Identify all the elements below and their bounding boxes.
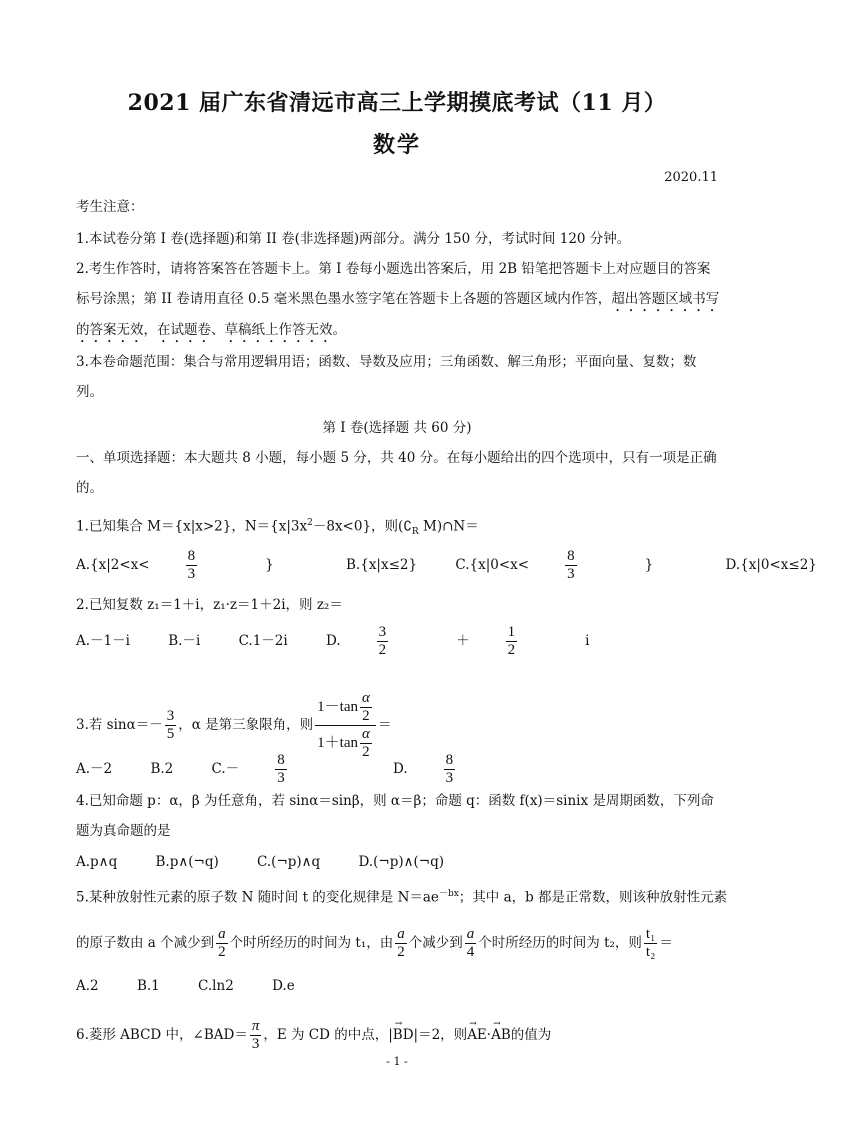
notice-heading: 考生注意：	[76, 199, 144, 215]
q1-option-d: D.{x|0<x≤2}	[725, 557, 817, 573]
q5-f1-num: a	[218, 926, 226, 942]
q3-big-fraction	[315, 690, 376, 761]
q2-d-plus: ＋	[456, 633, 470, 649]
q6-num: π	[251, 1018, 260, 1034]
q5-f1-den: 2	[218, 944, 226, 960]
q4-option-a: A.p∧q	[76, 854, 118, 870]
q1-c-den: 3	[567, 566, 575, 582]
q3-big-num	[315, 690, 376, 726]
q3-big-num-text: 1－tan	[317, 698, 358, 715]
notice-item-2-text: 2.考生作答时，请将答案答在答题卡上。第 I 卷每小题选出答案后，用 2B 铅笔把答题卡上对应题目的答案标号涂黑；第 II 卷请用直径 0.5 毫米黑色墨水签字笔在答题卡上各题的答题区域内作答，	[76, 261, 711, 307]
q6-dot: ·	[486, 1027, 492, 1043]
notice-item-3: 3.本卷命题范围：集合与常用逻辑用语；函数、导数及应用；三角函数、解三角形；平面向量、复数；数列。	[76, 354, 697, 400]
q3-frac-sin	[165, 708, 177, 743]
page-number: - 1 -	[386, 1055, 408, 1068]
q6-frac	[250, 1018, 262, 1053]
q5-l2-b: 个时所经历的时间为 t₁，由	[229, 935, 394, 951]
q5-l2-c: 个减少到	[408, 935, 463, 951]
q3-c-text: C.－	[211, 761, 240, 777]
q3-option-a: A.－2	[76, 761, 113, 777]
q1-a-text: A.{x|2<x<	[76, 557, 150, 573]
q5-option-a: A.2	[76, 978, 99, 994]
q6-vector-bd: → BD	[393, 1025, 414, 1045]
q3-c-den: 3	[277, 770, 285, 786]
q1-c-num: 8	[567, 548, 575, 564]
question-5-stem-line-2	[76, 926, 721, 961]
q5-option-b: B.1	[136, 978, 160, 994]
q1-c-fraction	[565, 548, 611, 583]
question-2-stem: 2.已知复数 z₁＝1＋i，z₁·z＝1＋2i，则 z₂＝	[76, 597, 343, 613]
q5-option-d: D.e	[272, 978, 295, 994]
exam-date: 2020.11	[664, 170, 718, 185]
q1-c-post: }	[644, 557, 654, 573]
q6-text-a: 6.菱形 ABCD 中，∠BAD＝	[76, 1027, 248, 1043]
q2-option-b: B.－i	[168, 633, 201, 649]
q1-option-c	[455, 548, 687, 583]
q5-f2-den: 2	[397, 944, 405, 960]
q3-option-b: B.2	[150, 761, 174, 777]
q6-den: 3	[251, 1036, 260, 1052]
question-3-stem	[76, 690, 721, 761]
q5-frac-2	[395, 926, 407, 961]
q3-text-c: ＝	[377, 717, 392, 733]
q4-option-c: C.(¬p)∧q	[257, 854, 321, 870]
q1-complement-symbol: ∁	[403, 518, 412, 535]
q1-superscript: 2	[307, 518, 313, 528]
q2-d-d1: 2	[378, 642, 387, 658]
q1-text-b: －8x<0}，则(	[312, 518, 404, 535]
q5-text-a: 5.某种放射性元素的原子数 N 随时间 t 的变化规律是 N＝ae	[76, 889, 439, 906]
q5-l2-e: ＝	[659, 935, 673, 951]
notice-item-1: 1.本试卷分第 I 卷(选择题)和第 II 卷(非选择题)两部分。满分 150 分，考试时间 120 分钟。	[76, 231, 631, 247]
q1-a-post: }	[265, 557, 274, 573]
section-title: 第 I 卷(选择题 共 60 分)	[322, 420, 472, 436]
q6-vector-ae: → AE	[467, 1025, 487, 1045]
q3-d-frac	[444, 752, 490, 787]
subject-title: 数学	[372, 132, 421, 158]
q3-two-bottom: 2	[362, 744, 370, 760]
q5-f4-den: t₂	[645, 944, 656, 960]
q6-text-c: |＝2，则	[413, 1027, 468, 1043]
q2-d-n2: 1	[507, 624, 516, 640]
q5-frac-3	[465, 926, 477, 961]
q3-d-num: 8	[445, 752, 454, 768]
q5-frac-4	[644, 926, 657, 961]
exam-title: 2021 届广东省清远市高三上学期摸底考试（11 月）	[127, 90, 667, 116]
q3-n1: 3	[166, 708, 175, 724]
q5-f3-num: a	[466, 926, 475, 942]
q5-text-b: ；其中 a，b 都是正常数，则该种放射性元素	[458, 889, 728, 906]
q5-superscript: －bx	[438, 889, 459, 899]
question-4-stem: 4.已知命题 p：α，β 为任意角，若 sinα＝sinβ，则 α＝β；命题 q：函数 f(x)＝sinix 是周期函数，下列命题为真命题的是	[76, 793, 714, 839]
q3-d-den: 3	[445, 770, 454, 786]
q3-two-top: 2	[362, 708, 370, 724]
q5-f4-num: t₁	[645, 926, 656, 942]
q2-d-d2: 2	[507, 642, 516, 658]
q3-alpha-bottom: α	[361, 726, 370, 742]
notice-item-2	[76, 254, 721, 346]
q2-d-frac-1	[377, 624, 423, 659]
q2-d-i: i	[585, 633, 590, 649]
q3-d1: 5	[166, 726, 175, 742]
q1-subscript: R	[411, 527, 419, 538]
q1-option-a	[76, 548, 308, 583]
question-3-options	[76, 752, 721, 787]
q6-vector-ab: → AB	[491, 1025, 511, 1045]
q3-option-c	[212, 752, 355, 787]
q1-a-num: 8	[187, 548, 196, 564]
notice-item-2-emphasis: 超出答题区域书写的答案无效，在试题卷、草稿纸上作答无效。	[76, 291, 720, 338]
q2-option-a: A.－1－i	[76, 633, 130, 649]
section-intro: 一、单项选择题：本大题共 8 小题，每小题 5 分，共 40 分。在每小题给出的四个选项中，只有一项是正确的。	[76, 450, 717, 496]
q3-text-a: 3.若 sinα＝－	[76, 717, 163, 733]
q2-option-d	[326, 624, 623, 659]
q3-half-alpha-top	[360, 690, 372, 725]
q1-text-a: 1.已知集合 M＝{x|x>2}，N＝{x|3x	[76, 518, 308, 535]
q5-l2-d: 个时所经历的时间为 t₂，则	[478, 935, 642, 951]
q3-d-text: D.	[392, 761, 408, 777]
q5-option-c: C.ln2	[198, 978, 234, 994]
q2-d-text: D.	[326, 633, 341, 649]
question-6-stem	[76, 1018, 721, 1053]
q6-text-b: ，E 为 CD 的中点，|	[263, 1027, 393, 1043]
q5-frac-1	[216, 926, 228, 961]
q5-f2-num: a	[397, 926, 405, 942]
q2-option-c: C.1－2i	[238, 633, 288, 649]
question-5-stem-line-1	[76, 884, 728, 908]
q2-d-n1: 3	[378, 624, 387, 640]
q3-big-den-text: 1＋tan	[317, 734, 358, 751]
q1-option-b: B.{x|x≤2}	[346, 557, 418, 573]
question-5-options	[76, 976, 721, 996]
q1-a-fraction	[186, 548, 232, 583]
q4-option-b: B.p∧(¬q)	[155, 854, 219, 870]
question-1-options	[76, 548, 817, 583]
q5-f3-den: 4	[466, 944, 475, 960]
q3-option-d	[393, 752, 523, 787]
q5-l2-a: 的原子数由 a 个减少到	[76, 935, 215, 951]
question-2-options	[76, 624, 721, 659]
q1-c-text: C.{x|0<x<	[455, 557, 530, 573]
q3-alpha-top: α	[361, 690, 370, 706]
q4-option-d: D.(¬p)∧(¬q)	[358, 854, 444, 870]
q3-text-b: ，α 是第三象限角，则	[178, 717, 314, 733]
q1-a-den: 3	[187, 566, 196, 582]
q1-text-d: M)∩N＝	[418, 518, 479, 535]
q3-c-num: 8	[277, 752, 285, 768]
question-4-options	[76, 852, 721, 872]
q3-c-frac	[275, 752, 321, 787]
q6-text-d: 的值为	[510, 1027, 552, 1043]
q2-d-frac-2	[506, 624, 552, 659]
question-1-stem	[76, 513, 721, 542]
